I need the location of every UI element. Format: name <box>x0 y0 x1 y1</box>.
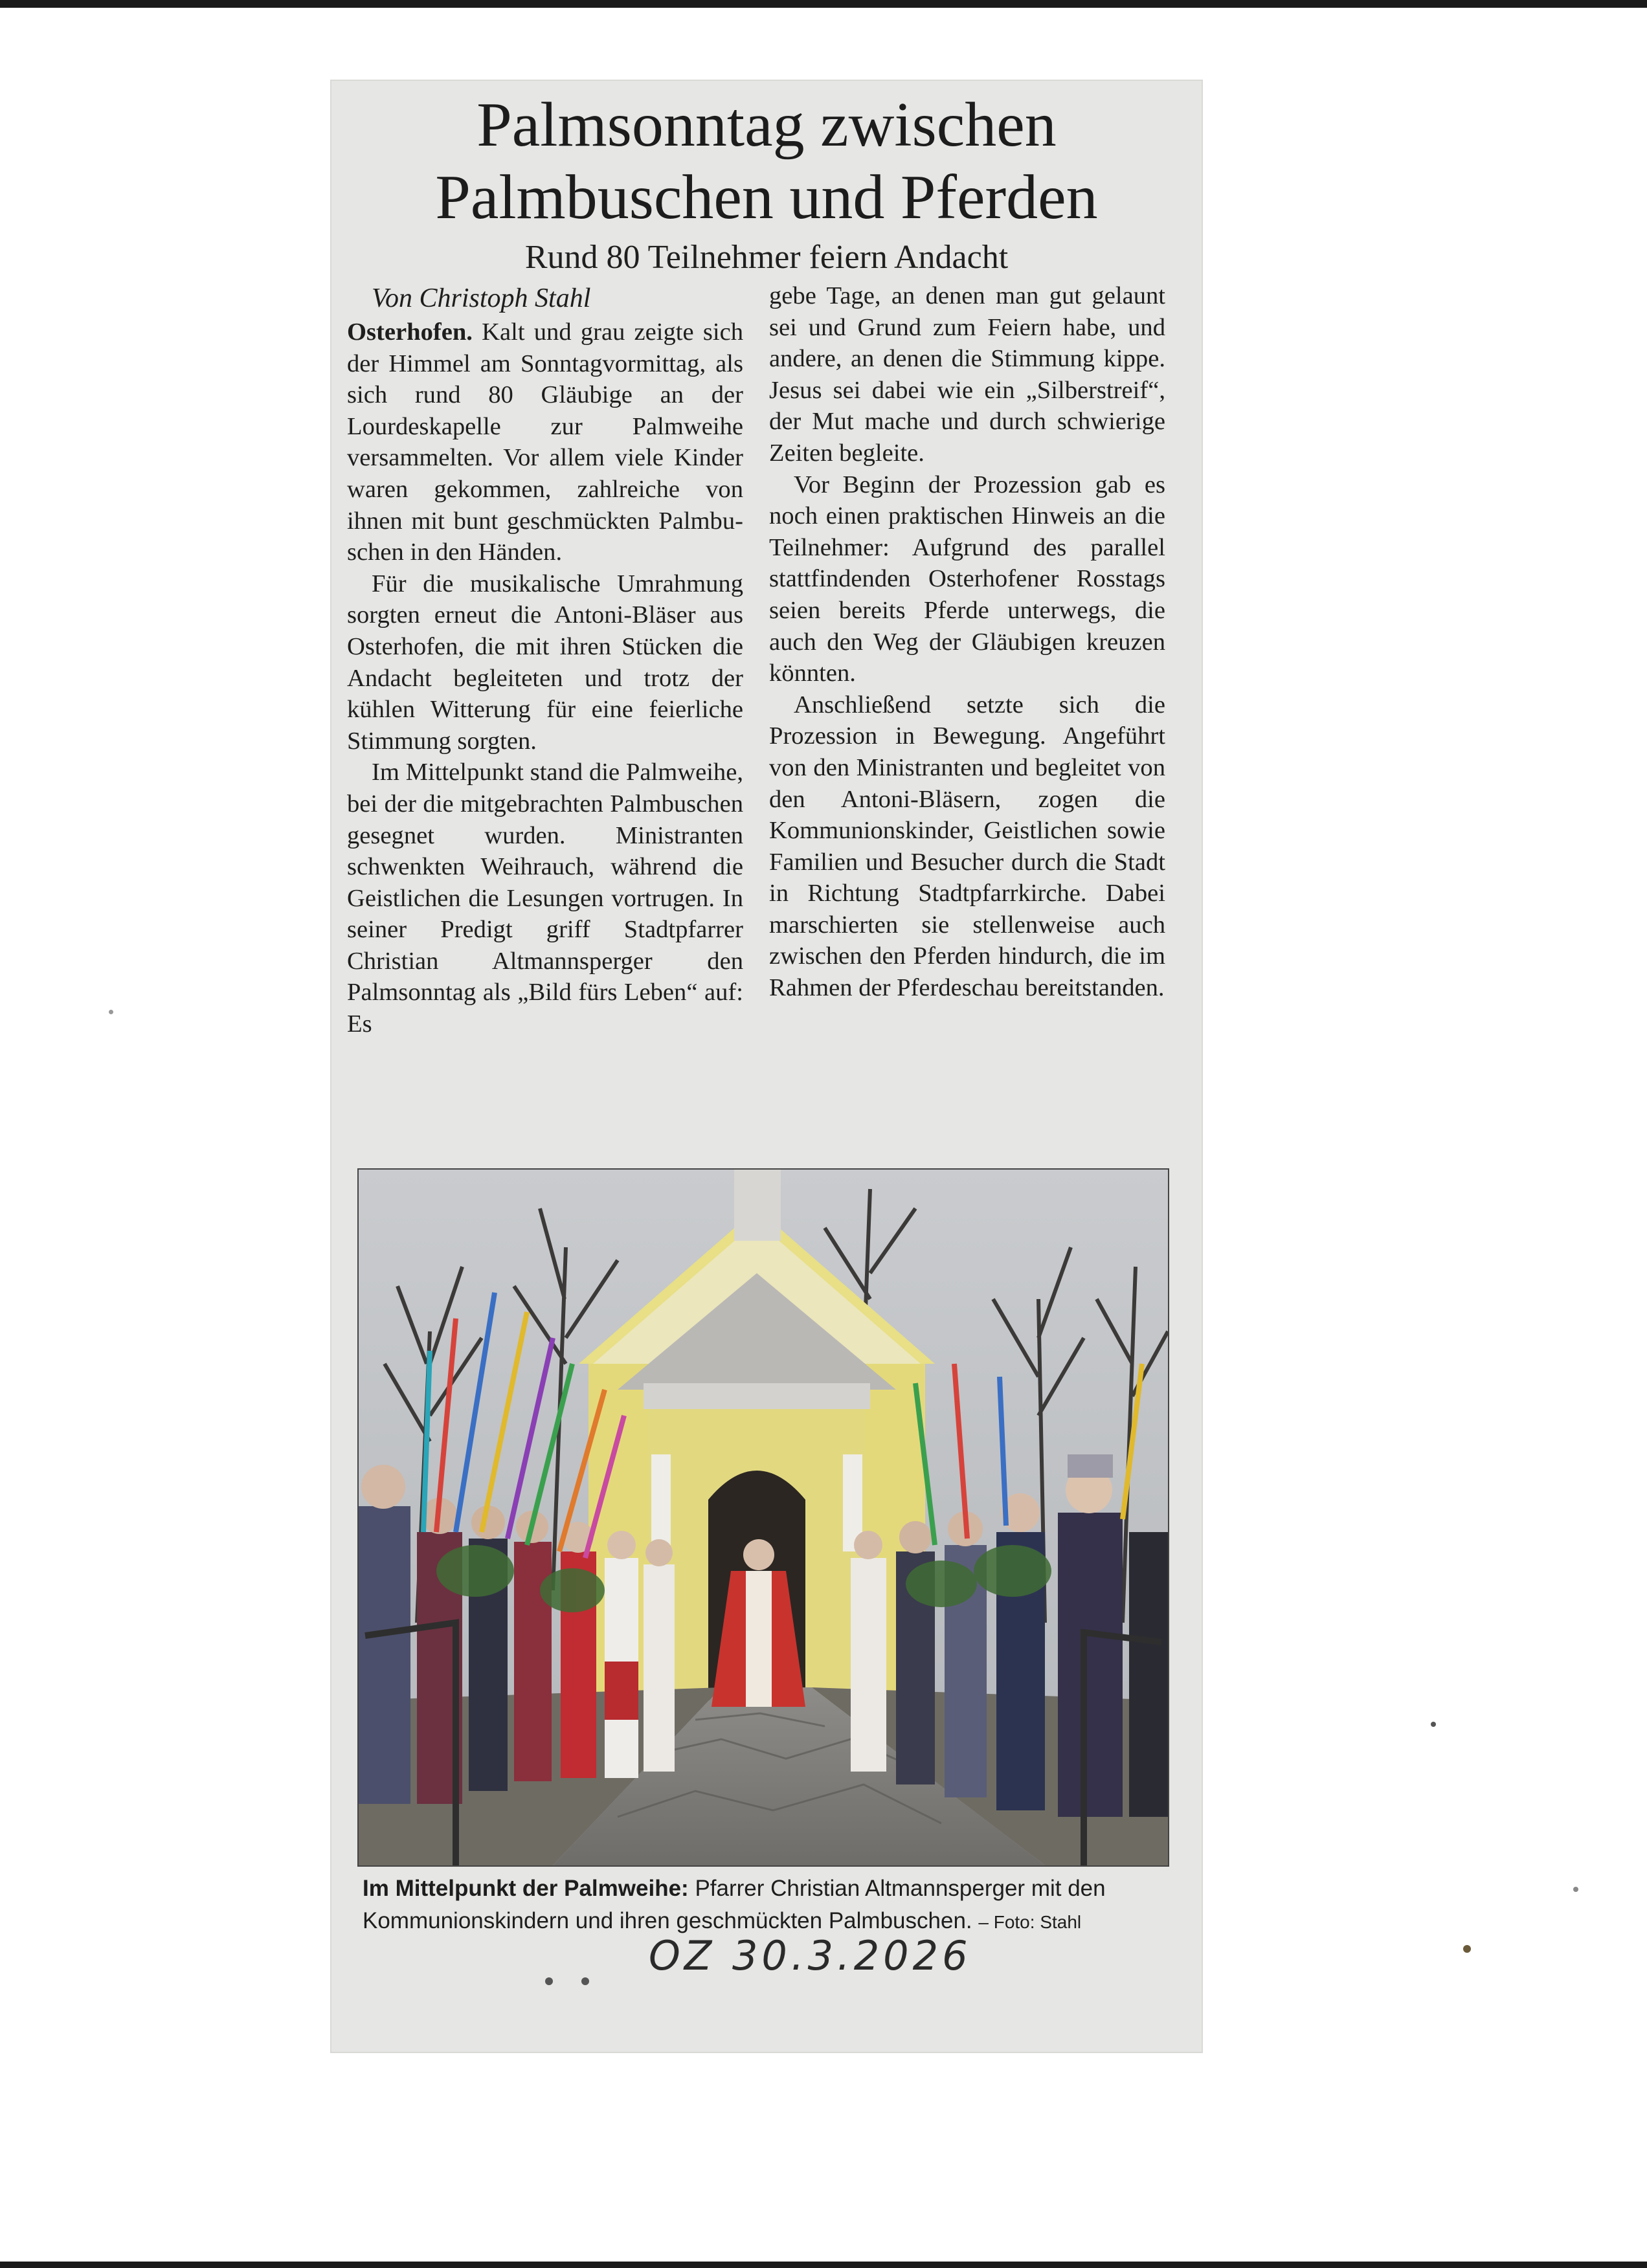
article-paragraph: Vor Beginn der Prozession gab es noch einen praktischen Hinweis an die Teilnehmer: Aufgrund des parallel stattfindenden Osterhofener Rosstags seien bereits Pferde unterwegs, die auch den Weg der Gläubigen kreuzen könnten. <box>769 471 1165 687</box>
caption-text: Pfarrer Christian Altmannsperger mit den Kommunionskindern und ihren geschmückten Palmbuschen. <box>363 1876 1106 1933</box>
article-dateline: Osterhofen. <box>347 318 473 346</box>
article-headline <box>331 89 1202 234</box>
article-paragraph <box>347 317 743 568</box>
scan-speck <box>1431 1722 1436 1727</box>
article-paragraph: Im Mittelpunkt stand die Palmweihe, bei der die mitgebrachten Palmbuschen gesegnet wurden. Ministranten schwenkten Weihrauch, während die Geistlichen die Lesungen vortrugen. In seiner Predigt griff Stadtpfarrer Christian Altmannsperger den Palmsonntag als „Bild fürs Leben“ auf: Es <box>347 759 743 1038</box>
photo-caption <box>363 1873 1178 1939</box>
article-byline: Von Christoph Stahl <box>372 284 591 313</box>
scan-speck <box>1463 1945 1471 1953</box>
scan-speck <box>1573 1887 1578 1892</box>
article-paragraph: Anschließend setzte sich die Prozession in Bewegung. Angeführt von den Ministranten und begleitet von den Antoni-Bläsern, zogen die Kommunionskinder, Geistlichen sowie Familien und Besucher durch die Stadt in Richtung Stadtpfarrkirche. Dabei marschierten sie stellenweise auch zwischen den Pferden hindurch, die im Rahmen der Pferdeschau bereitstanden. <box>769 691 1165 1002</box>
article-photo <box>357 1168 1169 1867</box>
scan-speck <box>109 1010 113 1014</box>
article-paragraph-text: Kalt und grau zeigte sich der Himmel am Sonntagvormittag, als sich rund 80 Gläubige an der Lourdeskapelle zur Palmweihe versammelten. Vor allem viele Kinder waren gekommen, zahlreiche von ihnen mit bunt geschmückten Palmbuschen in den Händen. <box>347 318 743 566</box>
scan-top-border <box>0 0 1647 8</box>
handwritten-date-note: OZ 30.3.2026 <box>649 1932 972 1979</box>
scan-speck <box>581 1977 589 1985</box>
headline-line-2: Palmbuschen und Pferden <box>435 162 1098 232</box>
headline-line-1: Palmsonntag zwischen <box>476 90 1057 160</box>
article-column-right <box>769 280 1165 1004</box>
article-column-left <box>347 280 743 1040</box>
article-paragraph: gebe Tage, an denen man gut gelaunt sei und Grund zum Feiern habe, und andere, an denen die Stimmung kippe. Jesus sei dabei wie ein „Silberstreif“, der Mut mache und durch schwierige Zeiten begleite. <box>769 282 1165 467</box>
newspaper-clipping <box>331 81 1202 2052</box>
scan-bottom-border <box>0 2262 1647 2268</box>
photo-credit: – Foto: Stahl <box>978 1912 1082 1932</box>
scan-speck <box>545 1977 553 1985</box>
article-body <box>347 280 1189 1238</box>
caption-lead: Im Mittelpunkt der Palmweihe: <box>363 1876 689 1901</box>
chapel-procession-photo <box>359 1170 1168 1865</box>
article-subheadline: Rund 80 Teilnehmer feiern Andacht <box>524 239 1009 276</box>
article-paragraph: Für die musikalische Umrahmung sorgten erneut die Antoni-Bläser aus Osterhofen, die mit ihren Stücken die Andacht begleiteten und trotz der kühlen Witterung für eine feierliche Stimmung sorgten. <box>347 570 743 755</box>
